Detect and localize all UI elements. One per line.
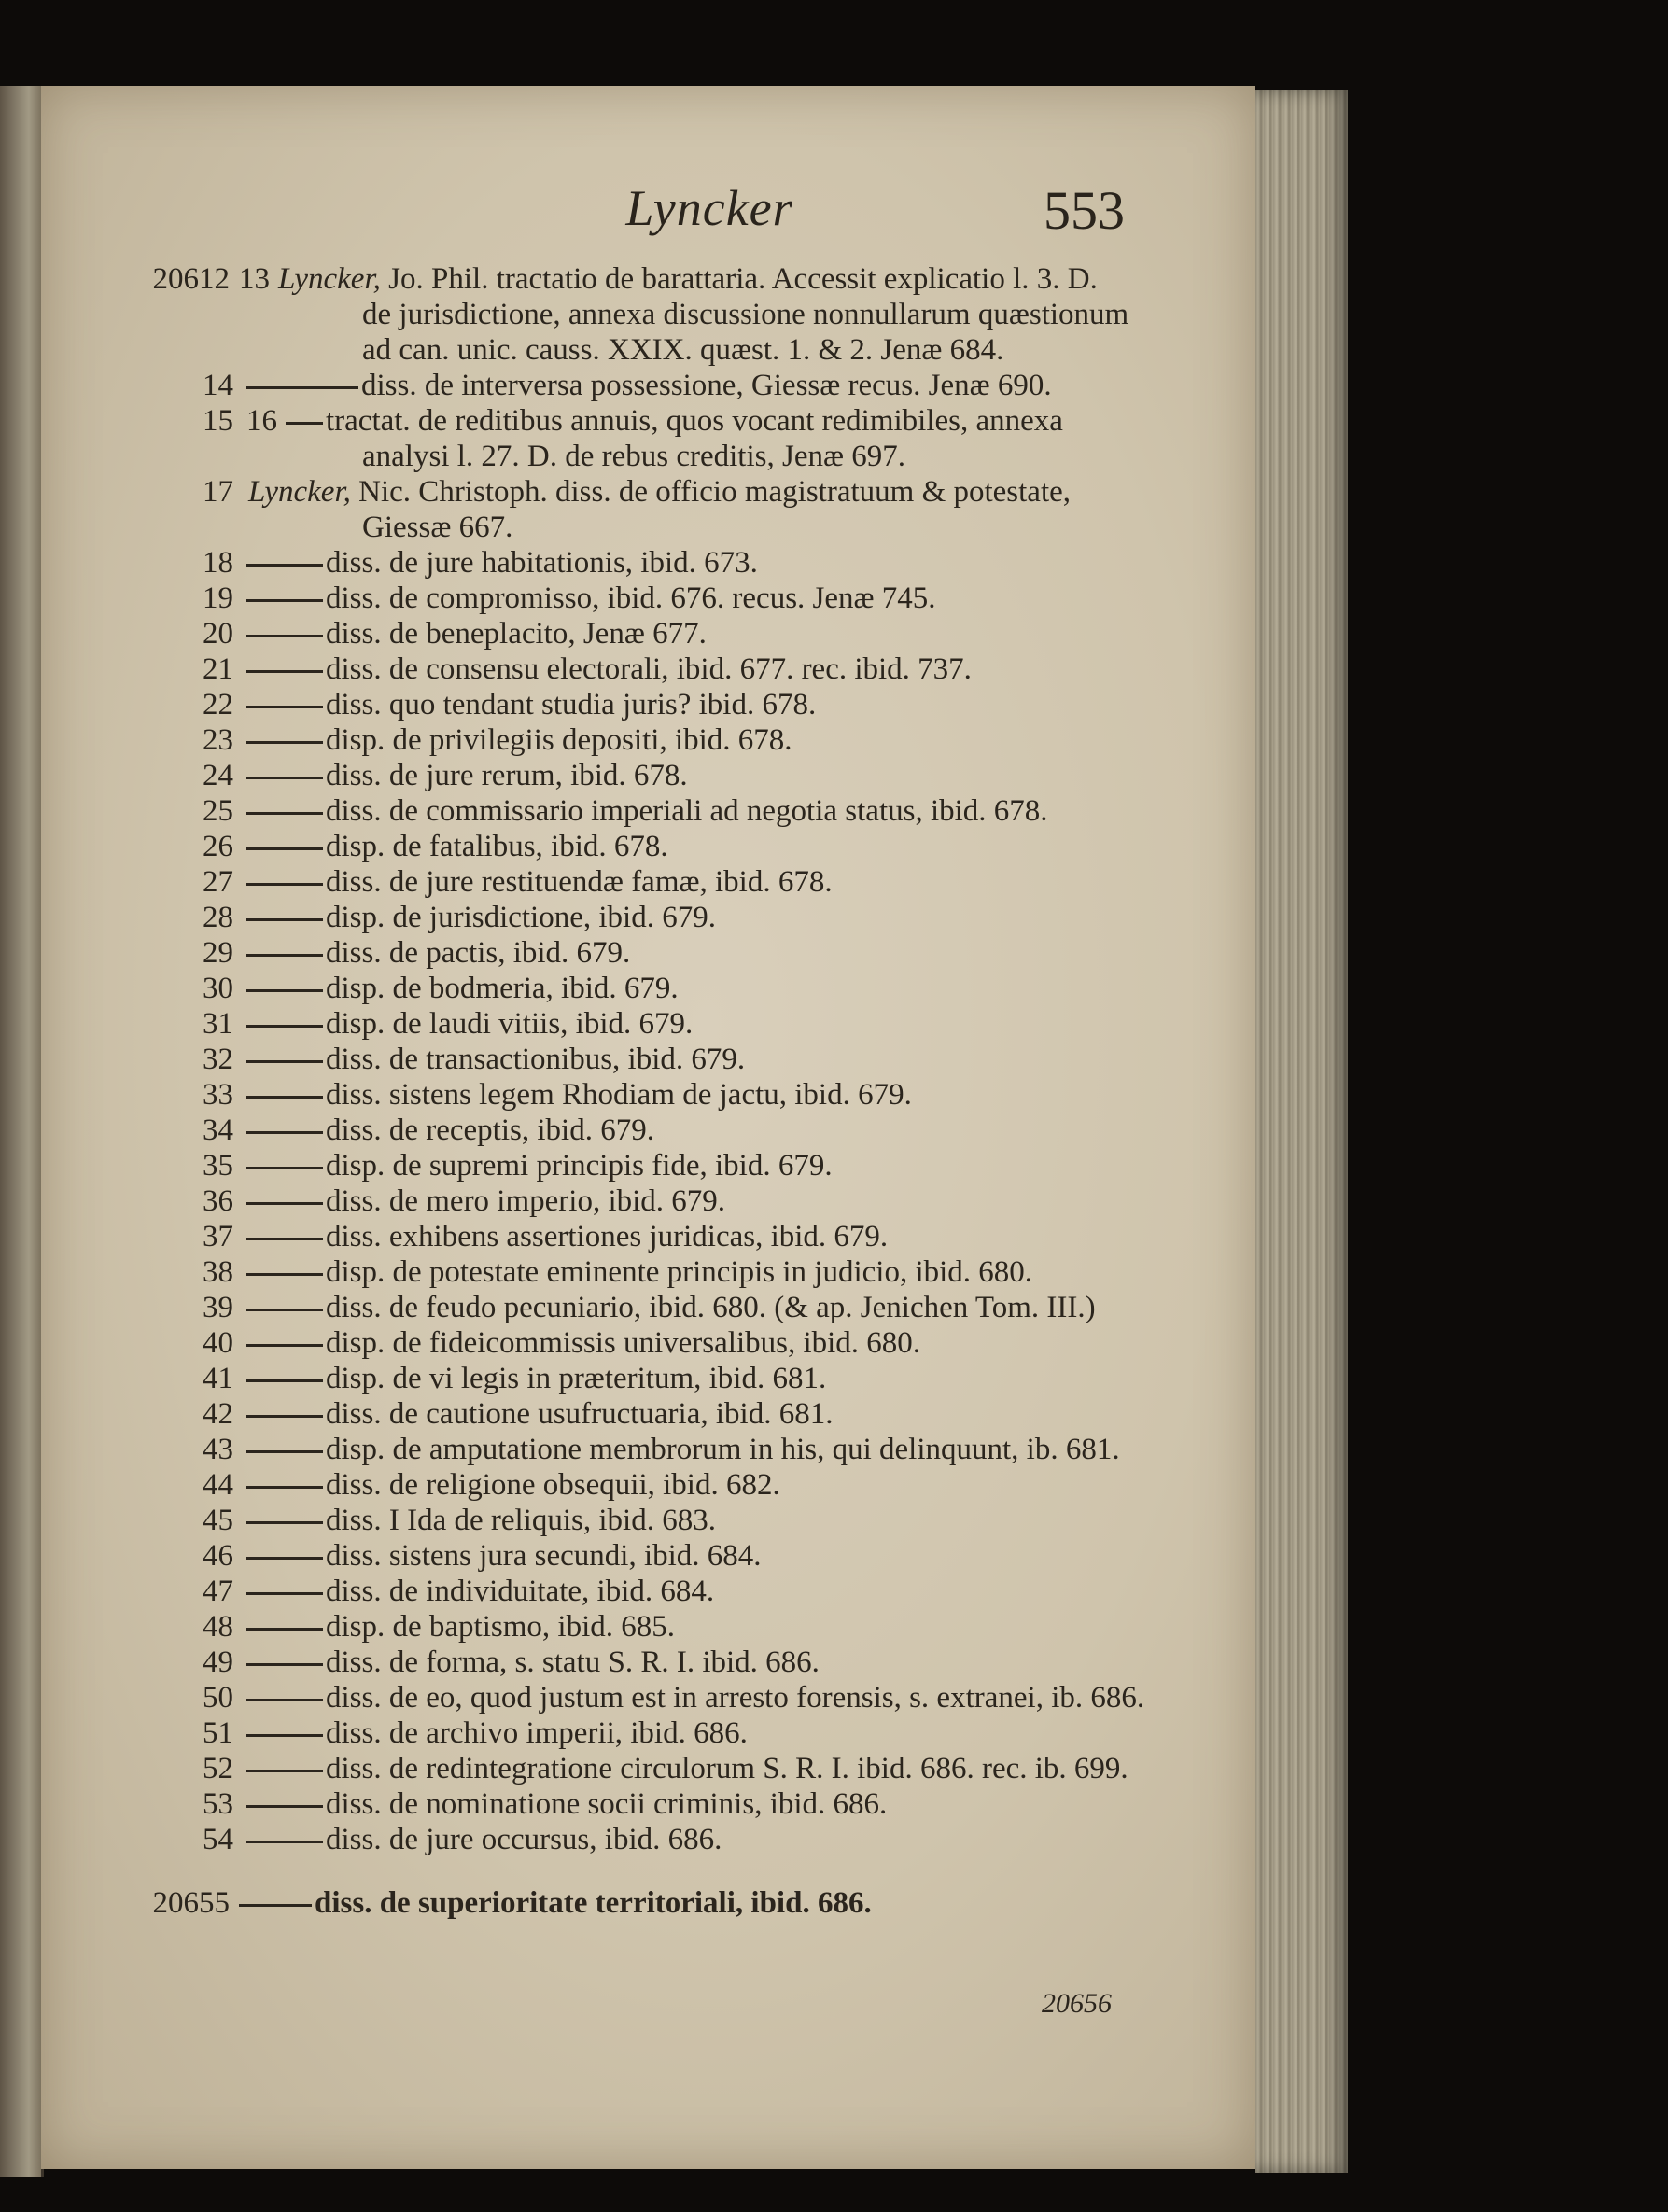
list-item [140,971,1195,1006]
entry-number: 20 [203,617,233,651]
entry-text: diss. de beneplacito, Jenæ 677. [326,617,707,651]
entry-number: 47 [203,1575,233,1608]
entry-number: 26 [203,830,233,863]
entry-number: 21 [203,652,233,686]
list-item [140,1006,1195,1042]
entry-number: 36 [203,1184,233,1218]
ditto-dash [246,599,323,602]
ditto-dash [246,812,323,815]
entry-number: 53 [203,1787,233,1821]
list-item [140,900,1195,935]
entry-text: disp. de vi legis in præteritum, ibid. 681. [326,1362,827,1395]
entry-text: disp. de potestate eminente principis in judicio, ibid. 680. [326,1255,1033,1289]
ditto-dash [246,1521,323,1524]
entry-number: 15 [203,404,233,438]
entry-author: Lyncker, [248,475,351,509]
entry-text: diss. de cautione usufructuaria, ibid. 681. [326,1397,834,1431]
entry-number: 43 [203,1433,233,1466]
ditto-dash [246,1699,323,1701]
entry-number: 52 [203,1752,233,1785]
list-item [140,1396,1195,1432]
list-item [140,1645,1195,1680]
list-item [140,474,1195,510]
entry-text: disp. de amputatione membrorum in his, qui delinquunt, ib. 681. [326,1433,1120,1466]
ditto-dash [246,741,323,744]
entry-number: 27 [203,865,233,899]
ditto-dash [246,1167,323,1169]
ditto-dash [246,1415,323,1418]
ditto-dash [246,1238,323,1240]
entry-text: diss. exhibens assertiones juridicas, ibid. 679. [326,1220,889,1253]
entry-number: 20655 [152,1886,230,1920]
ditto-dash [246,706,323,708]
entry-text: diss. de receptis, ibid. 679. [326,1113,654,1147]
entry-text: diss. de redintegratione circulorum S. R. I. ibid. 686. rec. ib. 699. [326,1752,1128,1785]
list-item [140,651,1195,687]
entry-text: disp. de fatalibus, ibid. 678. [326,830,668,863]
entry-text: diss. de pactis, ibid. 679. [326,936,631,970]
entry-text: diss. de jure restituendæ famæ, ibid. 678. [326,865,833,899]
entry-number: 45 [203,1504,233,1537]
entry-number: 17 [203,475,233,509]
entry-text: diss. sistens legem Rhodiam de jactu, ibid. 679. [326,1078,912,1112]
ditto-dash [246,777,323,779]
ditto-dash [246,918,323,921]
entry-text: disp. de jurisdictione, ibid. 679. [326,901,716,934]
ditto-dash [246,670,323,673]
entry-text: tractat. de reditibus annuis, quos vocant redimibiles, annexa [326,404,1063,438]
list-item [140,758,1195,793]
entry-text: Jo. Phil. tractatio de barattaria. Accessit explicatio l. 3. D. [380,262,1098,296]
entry-number: 54 [203,1823,233,1856]
entry-number: 28 [203,901,233,934]
entry-number: 22 [203,688,233,721]
entry-number: 30 [203,972,233,1005]
ditto-dash [286,422,323,425]
ditto-dash [246,1450,323,1453]
entry-number: 44 [203,1468,233,1502]
entry-number: 41 [203,1362,233,1395]
list-item [140,616,1195,651]
list-item [140,1113,1195,1148]
list-item [140,1042,1195,1077]
entry-text: diss. de eo, quod justum est in arresto forensis, s. extranei, ib. 686. [326,1681,1145,1715]
entry-text: disp. de baptismo, ibid. 685. [326,1610,675,1644]
entry-number: 42 [203,1397,233,1431]
list-item [140,1786,1195,1822]
entry-text: diss. de transactionibus, ibid. 679. [326,1043,746,1076]
entry-number: 31 [203,1007,233,1041]
entry-number: 23 [203,723,233,757]
list-item [140,1361,1195,1396]
list-item [140,864,1195,900]
ditto-dash [246,883,323,886]
entry-text: diss. de jure occursus, ibid. 686. [326,1823,722,1856]
entry-text: diss. de archivo imperii, ibid. 686. [326,1716,748,1750]
list-item [140,1467,1195,1503]
list-item [140,1503,1195,1538]
ditto-dash [246,1202,323,1205]
entry-number: 32 [203,1043,233,1076]
entry-number: 34 [203,1113,233,1147]
list-item [140,1432,1195,1467]
ditto-dash [246,1379,323,1382]
page-number: 553 [1044,180,1125,241]
entry-text: disp. de bodmeria, ibid. 679. [326,972,679,1005]
entry-subnumber: 13 [239,262,270,296]
entry-number: 35 [203,1149,233,1183]
ditto-dash [246,1096,323,1099]
ditto-dash [246,1841,323,1843]
list-item [140,1077,1195,1113]
entry-number: 51 [203,1716,233,1750]
entry-text: disp. de fideicommissis universalibus, ibid. 680. [326,1326,921,1360]
list-item [140,687,1195,722]
entry-text: diss. quo tendant studia juris? ibid. 678. [326,688,817,721]
list-item [140,1254,1195,1290]
list-item [140,793,1195,829]
entry-number: 14 [203,369,233,402]
entry-number: 20612 [152,262,230,296]
running-title: Lyncker [625,180,793,236]
catchword: 20656 [1042,1988,1112,2019]
list-item-continuation: de jurisdictione, annexa discussione nonnullarum quæstionum [362,298,1129,331]
ditto-dash [239,1904,312,1907]
ditto-dash [246,1344,323,1347]
list-item [140,368,1195,403]
list-item-continuation: analysi l. 27. D. de rebus creditis, Jenæ 697. [362,440,905,473]
list-item [140,1183,1195,1219]
list-item [140,1715,1195,1751]
list-item [140,545,1195,581]
entry-text: disp. de laudi vitiis, ibid. 679. [326,1007,694,1041]
ditto-dash [246,847,323,850]
entry-text: diss. de consensu electorali, ibid. 677. rec. ibid. 737. [326,652,972,686]
entry-number: 49 [203,1645,233,1679]
list-item [140,403,1195,439]
entry-number: 25 [203,794,233,828]
entry-text: diss. de nominatione socii criminis, ibid. 686. [326,1787,888,1821]
entry-text: diss. de feudo pecuniario, ibid. 680. (& ap. Jenichen Tom. III.) [326,1291,1096,1324]
entry-text: disp. de privilegiis depositi, ibid. 678. [326,723,792,757]
list-item [140,722,1195,758]
entry-number: 37 [203,1220,233,1253]
list-item [140,1538,1195,1574]
list-item [140,581,1195,616]
entry-number: 48 [203,1610,233,1644]
ditto-dash [246,1486,323,1489]
entry-text: diss. de forma, s. statu S. R. I. ibid. 686. [326,1645,820,1679]
entry-text: diss. de jure rerum, ibid. 678. [326,759,688,792]
entry-text: diss. de commissario imperiali ad negotia status, ibid. 678. [326,794,1048,828]
entry-text: diss. de superioritate territoriali, ibid. 686. [315,1886,872,1920]
entry-number: 24 [203,759,233,792]
entry-number: 18 [203,546,233,580]
list-item [140,1219,1195,1254]
list-item [140,1822,1195,1857]
entry-number: 39 [203,1291,233,1324]
entry-number: 38 [203,1255,233,1289]
entry-number: 33 [203,1078,233,1112]
ditto-dash [246,1734,323,1737]
list-item [140,829,1195,864]
ditto-dash [246,1273,323,1276]
entry-number: 50 [203,1681,233,1715]
entry-text: diss. de compromisso, ibid. 676. recus. Jenæ 745. [326,581,936,615]
entry-text: diss. de jure habitationis, ibid. 673. [326,546,758,580]
ditto-dash [246,1131,323,1134]
entry-number: 46 [203,1539,233,1573]
list-item [140,935,1195,971]
list-item [140,1680,1195,1715]
list-item-continuation: Giessæ 667. [362,511,513,544]
list-item [140,261,1195,297]
entry-author: Lyncker, [278,262,381,296]
ditto-dash [246,1770,323,1772]
ditto-dash [246,386,358,389]
list-item [140,1609,1195,1645]
ditto-dash [246,954,323,957]
entry-text: diss. I Ida de reliquis, ibid. 683. [326,1504,716,1537]
entry-text: diss. de interversa possessione, Giessæ recus. Jenæ 690. [361,369,1052,402]
ditto-dash [246,564,323,567]
ditto-dash [246,1628,323,1631]
entry-text: diss. de individuitate, ibid. 684. [326,1575,715,1608]
ditto-dash [246,1557,323,1560]
list-item [140,1751,1195,1786]
ditto-dash [246,989,323,992]
entry-subnumber: 16 [246,404,277,438]
list-item [112,1885,1167,1921]
entry-number: 40 [203,1326,233,1360]
entry-text: diss. de religione obsequii, ibid. 682. [326,1468,780,1502]
entry-text: diss. de mero imperio, ibid. 679. [326,1184,726,1218]
list-item [140,1148,1195,1183]
ditto-dash [246,1309,323,1311]
ditto-dash [246,1025,323,1028]
list-item-continuation: ad can. unic. causs. XXIX. quæst. 1. & 2. Jenæ 684. [362,333,1004,367]
list-item [140,1325,1195,1361]
list-item [140,1574,1195,1609]
list-item [140,1290,1195,1325]
ditto-dash [246,1592,323,1595]
ditto-dash [246,1805,323,1808]
ditto-dash [246,1060,323,1063]
entry-number: 19 [203,581,233,615]
entry-text: disp. de supremi principis fide, ibid. 679. [326,1149,833,1183]
entry-text: diss. sistens jura secundi, ibid. 684. [326,1539,762,1573]
entry-number: 29 [203,936,233,970]
ditto-dash [246,1663,323,1666]
ditto-dash [246,635,323,637]
entry-text: Nic. Christoph. diss. de officio magistratuum & potestate, [350,475,1072,509]
